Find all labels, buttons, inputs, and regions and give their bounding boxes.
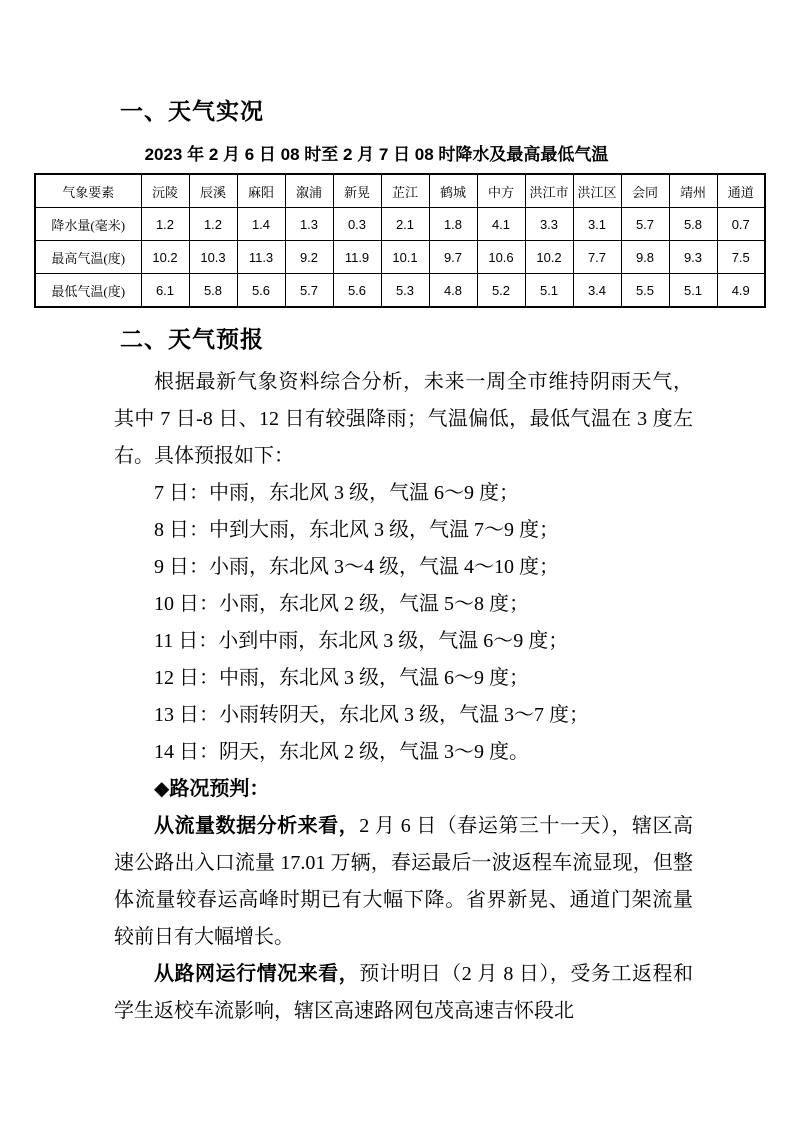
value-cell: 11.3	[237, 241, 285, 274]
value-cell: 10.2	[525, 241, 573, 274]
value-cell: 0.3	[333, 208, 381, 241]
value-cell: 10.1	[381, 241, 429, 274]
value-cell: 6.1	[141, 274, 189, 308]
row-label-cell: 最低气温(度)	[35, 274, 141, 308]
forecast-day-line: 11 日：小到中雨，东北风 3 级，气温 6～9 度；	[154, 630, 569, 652]
value-cell: 5.1	[669, 274, 717, 308]
forecast-list	[0, 475, 793, 771]
value-cell: 5.7	[621, 208, 669, 241]
forecast-day-line: 13 日：小雨转阴天，东北风 3 级，气温 3～7 度；	[154, 704, 589, 726]
value-cell: 1.3	[285, 208, 333, 241]
table-row	[35, 208, 765, 241]
section-heading-weather-forecast: 二、天气预报	[120, 326, 264, 352]
weather-table-header-row	[35, 174, 765, 208]
station-header-cell: 溆浦	[285, 174, 333, 208]
road-condition-heading: ◆路况预判：	[154, 778, 270, 800]
station-header-cell: 通道	[717, 174, 765, 208]
value-cell: 5.7	[285, 274, 333, 308]
forecast-day-line: 14 日：阴天，东北风 2 级，气温 3～9 度。	[154, 741, 529, 763]
forecast-day-line: 7 日：中雨，东北风 3 级，气温 6～9 度；	[154, 482, 519, 504]
road-condition-paragraphs	[0, 808, 793, 1030]
table-row	[35, 274, 765, 308]
station-header-cell: 新晃	[333, 174, 381, 208]
road-paragraph-lead: 从路网运行情况来看，	[154, 963, 360, 985]
value-cell: 4.9	[717, 274, 765, 308]
weather-table-title: 2023 年 2 月 6 日 08 时至 2 月 7 日 08 时降水及最高最低气温	[144, 145, 609, 164]
forecast-day-line: 9 日：小雨，东北风 3～4 级，气温 4～10 度；	[154, 556, 559, 578]
value-cell: 1.2	[189, 208, 237, 241]
station-header-cell: 会同	[621, 174, 669, 208]
road-paragraph-body: 预计明日（2 月 8 日），受务工返程和学生返校车流影响，辖区高速路网包茂高速吉怀段北	[114, 963, 694, 1022]
station-header-cell: 沅陵	[141, 174, 189, 208]
value-cell: 7.5	[717, 241, 765, 274]
value-cell: 4.1	[477, 208, 525, 241]
value-cell: 1.2	[141, 208, 189, 241]
road-paragraph-body: 2 月 6 日（春运第三十一天），辖区高速公路出入口流量 17.01 万辆，春运最后一波返程车流显现，但整体流量较春运高峰时期已有大幅下降。省界新晃、通道门架流量较前日有大幅增长。	[114, 815, 694, 948]
station-header-cell: 洪江区	[573, 174, 621, 208]
value-cell: 10.6	[477, 241, 525, 274]
table-corner-label: 气象要素	[35, 174, 141, 208]
value-cell: 3.1	[573, 208, 621, 241]
value-cell: 5.2	[477, 274, 525, 308]
station-header-cell: 辰溪	[189, 174, 237, 208]
value-cell: 10.2	[141, 241, 189, 274]
value-cell: 1.8	[429, 208, 477, 241]
station-header-cell: 麻阳	[237, 174, 285, 208]
value-cell: 9.7	[429, 241, 477, 274]
road-paragraph	[114, 956, 693, 1030]
road-paragraph	[114, 808, 693, 956]
value-cell: 4.8	[429, 274, 477, 308]
value-cell: 0.7	[717, 208, 765, 241]
value-cell: 5.5	[621, 274, 669, 308]
value-cell: 9.8	[621, 241, 669, 274]
station-header-cell: 芷江	[381, 174, 429, 208]
section-heading-weather-actual: 一、天气实况	[120, 98, 264, 124]
forecast-day-line: 8 日：中到大雨，东北风 3 级，气温 7～9 度；	[154, 519, 559, 541]
value-cell: 2.1	[381, 208, 429, 241]
road-paragraph-lead: 从流量数据分析来看，	[154, 815, 360, 837]
value-cell: 5.6	[237, 274, 285, 308]
value-cell: 7.7	[573, 241, 621, 274]
weather-table-body	[35, 208, 765, 308]
value-cell: 5.3	[381, 274, 429, 308]
value-cell: 9.3	[669, 241, 717, 274]
row-label-cell: 最高气温(度)	[35, 241, 141, 274]
station-header-cell: 洪江市	[525, 174, 573, 208]
value-cell: 1.4	[237, 208, 285, 241]
value-cell: 5.8	[189, 274, 237, 308]
value-cell: 5.8	[669, 208, 717, 241]
row-label-cell: 降水量(毫米)	[35, 208, 141, 241]
table-row	[35, 241, 765, 274]
weather-table	[34, 173, 766, 308]
value-cell: 10.3	[189, 241, 237, 274]
value-cell: 3.4	[573, 274, 621, 308]
value-cell: 5.1	[525, 274, 573, 308]
value-cell: 9.2	[285, 241, 333, 274]
forecast-intro-paragraph: 根据最新气象资料综合分析，未来一周全市维持阴雨天气，其中 7 日-8 日、12 日有较强降雨；气温偏低，最低气温在 3 度左右。具体预报如下：	[114, 371, 693, 467]
station-header-cell: 鹤城	[429, 174, 477, 208]
forecast-day-line: 12 日：中雨，东北风 3 级，气温 6～9 度；	[154, 667, 529, 689]
forecast-day-line: 10 日：小雨，东北风 2 级，气温 5～8 度；	[154, 593, 529, 615]
value-cell: 11.9	[333, 241, 381, 274]
station-header-cell: 靖州	[669, 174, 717, 208]
value-cell: 3.3	[525, 208, 573, 241]
value-cell: 5.6	[333, 274, 381, 308]
station-header-cell: 中方	[477, 174, 525, 208]
